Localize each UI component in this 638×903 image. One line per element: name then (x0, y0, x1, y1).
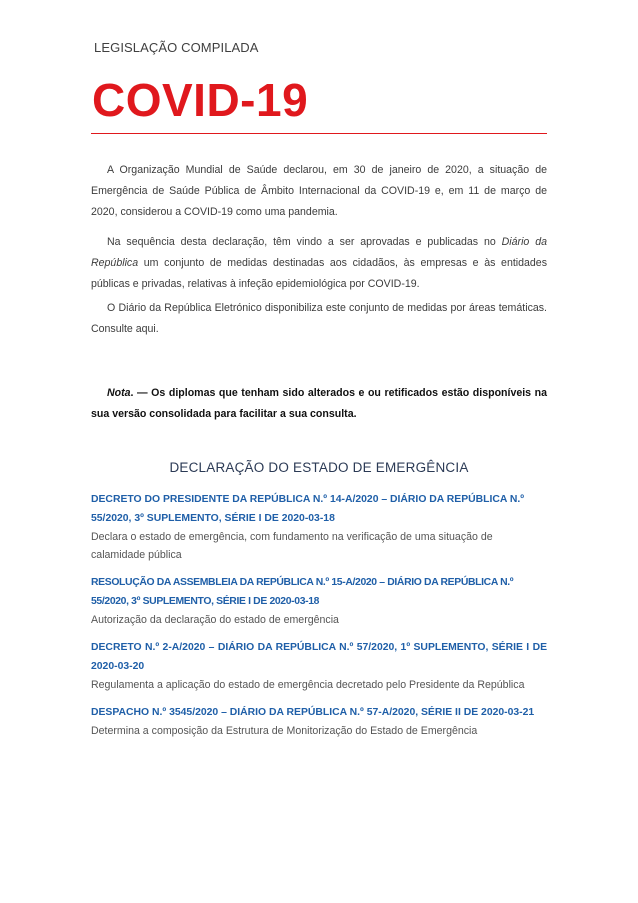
intro-paragraph-2 (91, 232, 547, 295)
section-heading: DECLARAÇÃO DO ESTADO DE EMERGÊNCIA (169, 460, 469, 475)
legislation-link[interactable]: DESPACHO N.º 3545/2020 – DIÁRIO DA REPÚBLICA N.º 57-A/2020, SÉRIE II DE 2020-03-21 (91, 707, 535, 718)
legislation-entry (91, 490, 547, 564)
legislation-description: Regulamenta a aplicação do estado de emergência decretado pelo Presidente da República (91, 679, 525, 691)
intro-paragraph-2-start: Na sequência desta declaração, têm vindo a ser aprovadas e publicadas no (107, 236, 502, 248)
intro-paragraph-3: O Diário da República Eletrónico disponibiliza este conjunto de medidas por áreas temáticas. Consulte aqui. (91, 302, 547, 335)
document-title: COVID-19 (92, 74, 309, 126)
diario-da-republica-term: Diário da República (91, 236, 547, 269)
document-header-label: LEGISLAÇÃO COMPILADA (94, 40, 259, 55)
legislation-entry (91, 703, 547, 740)
legislation-entry (91, 638, 547, 694)
legislation-description: Autorização da declaração do estado de emergência (91, 614, 339, 626)
note-label: Nota (107, 387, 131, 399)
legislation-description: Declara o estado de emergência, com fundamento na verificação de uma situação de calamidade pública (91, 531, 493, 561)
legislation-link[interactable]: DECRETO DO PRESIDENTE DA REPÚBLICA N.º 14-A/2020 – DIÁRIO DA REPÚBLICA N.º 55/2020, 3º SUPLEMENTO, SÉRIE I DE 2020-03-18 (91, 494, 525, 524)
intro-paragraph-1: A Organização Mundial de Saúde declarou, em 30 de janeiro de 2020, a situação de Emergência de Saúde Pública de Âmbito Internacional da COVID-19 e, em 11 de março de 2020, considerou a COVID-19 como uma pandemia. (91, 164, 547, 218)
title-divider (91, 133, 547, 134)
note-text: . — Os diplomas que tenham sido alterados e ou retificados estão disponíveis na sua versão consolidada para facilitar a sua consulta. (91, 387, 547, 420)
legislation-description: Determina a composição da Estrutura de Monitorização do Estado de Emergência (91, 725, 478, 737)
intro-paragraph-2-end: um conjunto de medidas destinadas aos cidadãos, às empresas e às entidades públicas e privadas, relativas à infeção epidemiológica por COVID-19. (91, 257, 547, 290)
note-paragraph (91, 383, 547, 425)
legislation-link[interactable]: DECRETO N.º 2-A/2020 – DIÁRIO DA REPÚBLICA N.º 57/2020, 1º SUPLEMENTO, SÉRIE I DE 2020-03-20 (91, 642, 547, 672)
legislation-link[interactable]: RESOLUÇÃO DA ASSEMBLEIA DA REPÚBLICA N.º 15-A/2020 – DIÁRIO DA REPÚBLICA N.º 55/2020, 3º SUPLEMENTO, SÉRIE I DE 2020-03-18 (91, 577, 514, 607)
legislation-entry (91, 573, 547, 629)
legislation-list (91, 490, 547, 749)
